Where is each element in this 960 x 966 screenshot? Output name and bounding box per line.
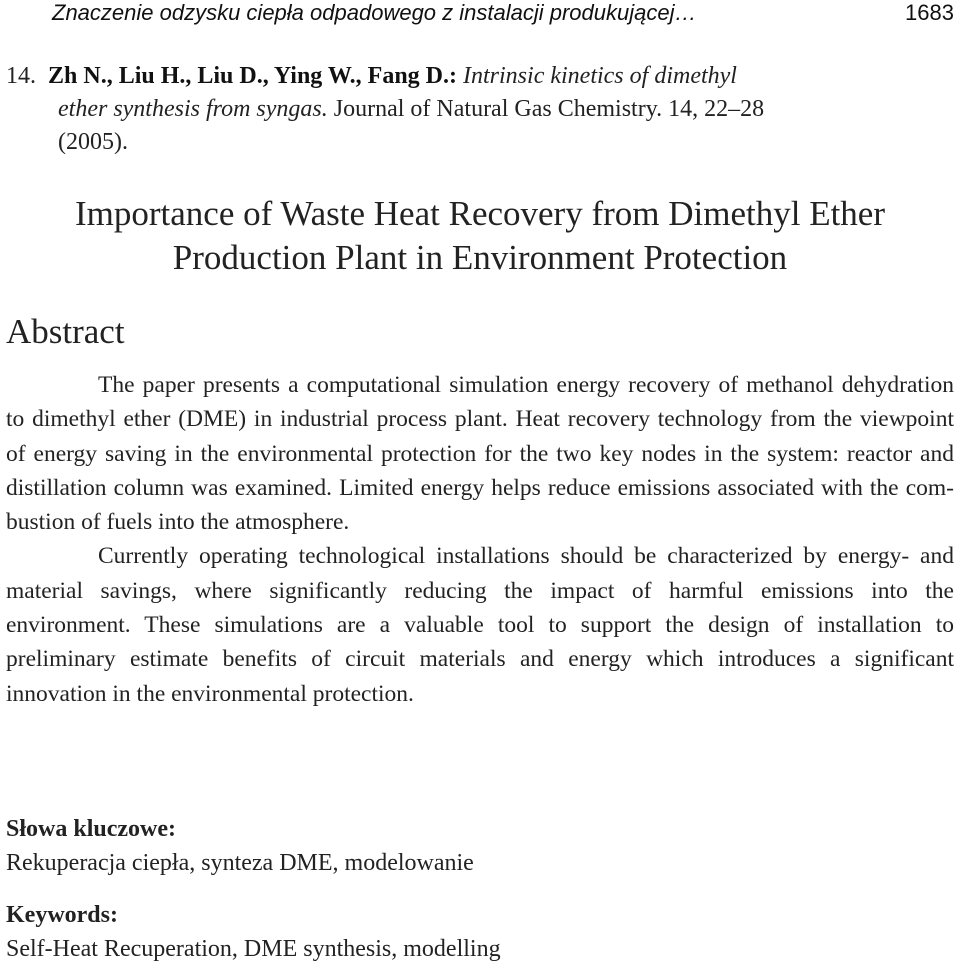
reference-entry [6,60,954,159]
abstract-paragraph-1: The paper presents a computational simulation energy recovery of methanol dehydration to dimethyl ether (DME) in industrial process plant. Heat recovery technology from the viewpoint of energy saving in the environmental protection for the two key nodes in the system: reactor and distillation column was examined. Limited energy helps reduce emissions associated with the combustion of fuels into the atmosphere. [6,372,954,536]
abstract-body [6,368,954,711]
running-title: Znaczenie odzysku ciepła odpadowego z instalacji produkującej… [52,0,697,25]
reference-line-2 [6,93,954,126]
paper-title-line-1: Importance of Waste Heat Recovery from Dimethyl Ether [75,194,885,233]
page-number: 1683 [905,0,954,25]
abstract-paragraph-2: Currently operating technological installations should be characterized by energy- and material savings, where significantly reducing the impact of harmful emissions into the environment. These simulations are a valuable tool to support the design of installation to preliminary estimate benefits of circuit materials and energy which introduces a significant innovation in the environmental protection. [6,543,954,707]
paper-title [0,192,960,280]
running-header [52,0,954,30]
reference-authors: Zh N., Liu H., Liu D., Ying W., Fang D. [48,63,450,89]
reference-title-part2: ether synthesis from syngas. [58,96,328,122]
reference-year: (2005). [58,129,128,155]
reference-journal: Journal of Natural Gas Chemistry. 14, 22–28 [333,96,765,122]
keywords-polish-label: Słowa kluczowe: [6,816,176,842]
paper-title-line-2: Production Plant in Environment Protection [172,238,788,277]
reference-number: 14. [6,63,36,89]
keywords-polish-value: Rekuperacja ciepła, synteza DME, modelowanie [6,850,474,876]
keywords-english-label: Keywords: [6,902,118,928]
reference-line-1 [6,60,954,93]
abstract-heading: Abstract [6,312,125,351]
reference-title-part1: Intrinsic kinetics of dimethyl [463,63,737,89]
keywords-english [6,898,501,966]
keywords-polish [6,812,474,880]
reference-colon: : [449,63,458,89]
reference-line-3 [6,126,954,159]
keywords-english-value: Self-Heat Recuperation, DME synthesis, modelling [6,936,501,962]
